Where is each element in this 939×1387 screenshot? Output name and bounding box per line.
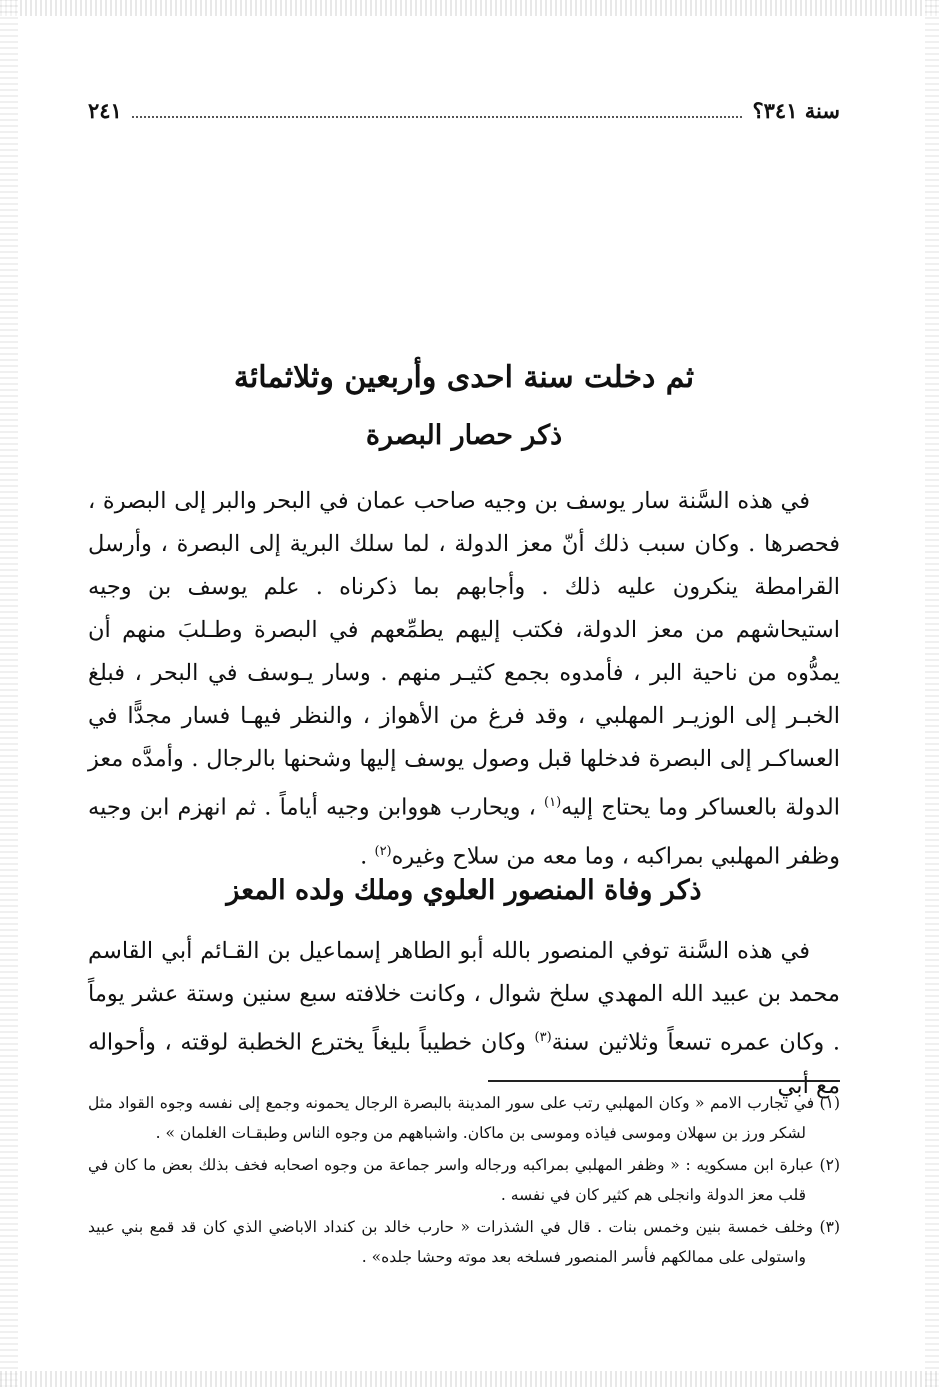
chapter-title: ثم دخلت سنة احدى وأربعين وثلاثمائة [233, 360, 695, 395]
scan-edge-bottom [0, 1371, 939, 1387]
paragraph-siege-basra [88, 480, 840, 878]
footnote-3: (٣) وخلف خمسة بنين وخمس بنات . قال في الشذرات « حارب خالد بن كنداد الاباضي الذي كان قد قمع بني عبيد واستولى على ممالكهم فأسر المنصور فسلخه بعد موته وحشا جلده» . [88, 1218, 840, 1266]
section-heading-siege-basra: ذكر حصار البصرة [365, 420, 563, 451]
book-page [88, 90, 840, 1340]
scan-edge-left [0, 0, 18, 1387]
footnote-marker-1: (١) [544, 795, 562, 810]
header-year-title: سنة ٣٤١؟ [752, 97, 840, 123]
footnote-separator [488, 1080, 840, 1082]
section-heading-death-mansur: ذكر وفاة المنصور العلوي وملك ولده المعز [226, 875, 702, 906]
paragraph-text: وكان خطيباً بليغاً يخترع الخطبة لوقته ، وأحواله مع أبي [88, 1029, 840, 1099]
page-number: ٢٤١ [88, 97, 122, 123]
footnote-2: (٢) عبارة ابن مسكويه : « وظفر المهلبي بمراكبه ورجاله واسر جماعة من وجوه اصحابه فخف بذلك بعض ما كان في قلب معز الدولة وانجلى هم كثير كان في نفسه . [88, 1156, 840, 1204]
running-header [88, 90, 840, 130]
footnote-1: (١) في تجارب الامم « وكان المهلبي رتب على سور المدينة بالبصرة الرجال يحمونه وجمع إلى نفسه وجوه القواد مثل لشكر ورز بن سهلان وموسى فياذه وموسى بن ماكان. واشباههم من وجوه الناس وطبقـات الغلمان » . [88, 1094, 840, 1142]
paragraph-text: ، ويحارب هووابن وجيه أياماً . ثم انهزم ابن وجيه وظفر المهلبي بمراكبه ، وما معه من سلاح وغيره [88, 794, 840, 869]
footnotes [88, 1088, 840, 1274]
footnote-marker-3: (٣) [534, 1030, 552, 1045]
header-dot-leader [132, 114, 743, 118]
paragraph-text: في هذه السَّنة توفي المنصور بالله أبو الطاهر إسماعيل بن القـائم أبي القاسم محمد بن عبيد الله المهدي سلخ شوال ، وكانت خلافته سبع سنين وستة عشر يوماً . وكان عمره تسعاً وثلاثين سنة [88, 938, 840, 1056]
paragraph-text: . [360, 843, 375, 869]
scan-edge-right [925, 0, 939, 1387]
scan-edge-top [0, 0, 939, 16]
footnote-marker-2: (٢) [374, 843, 392, 859]
paragraph-text: في هذه السَّنة سار يوسف بن وجيه صاحب عمان في البحر والبر إلى البصرة ، فحصرها . وكان سبب ذلك أنّ معز الدولة ، لما سلك البرية إلى البصرة ، وأرسل القرامطة ينكرون عليه ذلك . وأجابهم بما ذكرناه . علم يوسف بن وجيه استيحاشهم من معز الدولة، فكتب إليهم يطمِّعهم في البصرة وطـلبَ منهم أن يمدُّوه من ناحية البر ، فأمدوه بجمع كثيـر منهم . وسار يـوسف في البحر ، فبلغ الخبـر إلى الوزيـر المهلبي ، وقد فرغ من الأهواز ، والنظر فيهـا فسار مجدًّا في العساكـر إلى البصرة فدخلها قبل وصول يوسف إليها وشحنها بالرجال . وأمدَّه معز الدولة بالعساكر وما يحتاج إليه [88, 488, 840, 821]
